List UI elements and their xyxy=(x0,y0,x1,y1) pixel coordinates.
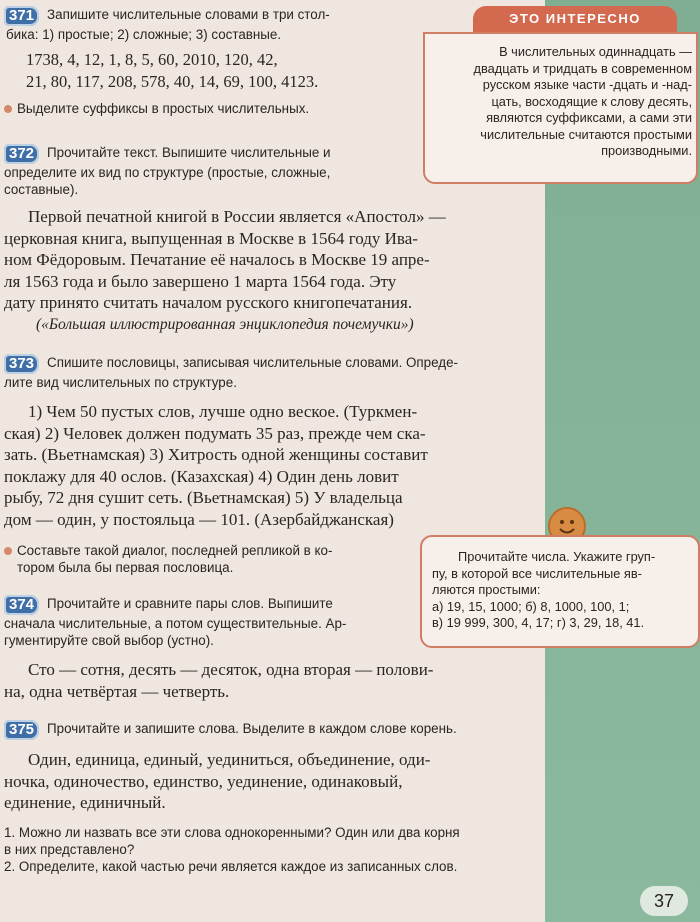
number-list: 1738, 4, 12, 1, 8, 5, 60, 2010, 120, 42, xyxy=(26,50,278,69)
bullet-text: Составьте такой диалог, последней репликой в ко- xyxy=(17,543,333,558)
task-instruction: Запишите числительные словами в три стол- xyxy=(47,7,330,22)
page-number: 37 xyxy=(640,886,688,916)
text-line: рыбу, 72 дня сушит сеть. (Вьетнамская) 5) У владельца xyxy=(4,488,403,507)
text-line: ночка, одиночество, единство, уединение, одинаковый, xyxy=(4,771,403,791)
source-citation: («Большая иллюстрированная энциклопедия почемучки») xyxy=(36,315,414,333)
text-line: единение, единичный. xyxy=(4,793,166,812)
text-line: Первой печатной книгой в России является «Апостол» — xyxy=(28,207,446,226)
text-line: зать. (Вьетнамская) 3) Хитрость одной женщины составит xyxy=(4,445,428,464)
interesting-line: производными. xyxy=(601,143,692,158)
task-instruction: определите их вид по структуре (простые, сложные, xyxy=(4,165,331,180)
task-374 xyxy=(4,595,534,702)
interesting-line: числительные считаются простыми xyxy=(480,126,692,142)
task-instruction: бика: 1) простые; 2) сложные; 3) составные. xyxy=(6,27,282,42)
text-line: церковная книга, выпущенная в Москве в 1564 году Ива- xyxy=(4,228,418,248)
box-line: пу, в которой все числительные яв- xyxy=(432,565,642,581)
text-line: поклажу для 40 ослов. (Казахская) 4) Один день ловит xyxy=(4,466,399,486)
task-number-badge: 375 xyxy=(4,720,39,740)
task-number-badge: 372 xyxy=(4,144,39,164)
bullet-icon xyxy=(4,105,12,113)
interesting-line: двадцать и тридцать в современном xyxy=(473,60,692,76)
task-instruction: Прочитайте и сравните пары слов. Выпишите xyxy=(47,596,333,611)
task-372 xyxy=(4,144,534,335)
task-number-badge: 373 xyxy=(4,354,39,374)
bullet-text: тором была бы первая пословица. xyxy=(17,560,234,575)
text-line: 1) Чем 50 пустых слов, лучше одно веское. (Туркмен- xyxy=(28,402,418,421)
task-instruction: Спишите пословицы, записывая числительные словами. Опреде- xyxy=(47,355,458,370)
number-list: 21, 80, 117, 208, 578, 40, 14, 69, 100, 4123. xyxy=(26,71,319,91)
task-375 xyxy=(4,720,539,875)
task-number-badge: 374 xyxy=(4,595,39,615)
text-line: дом — один, у постояльца — 101. (Азербайджанская) xyxy=(4,509,394,529)
text-line: ская) 2) Человек должен подумать 35 раз, прежде чем ска- xyxy=(4,423,426,443)
task-number-badge: 371 xyxy=(4,6,39,26)
box-line: в) 19 999, 300, 4, 17; г) 3, 29, 18, 41. xyxy=(432,615,645,630)
interesting-line: цать, восходящие к слову десять, xyxy=(491,93,692,109)
task-instruction: Прочитайте и запишите слова. Выделите в каждом слове корень. xyxy=(47,721,457,736)
text-line: Сто — сотня, десять — десяток, одна вторая — полови- xyxy=(28,660,434,679)
interesting-line: В числительных одиннадцать — xyxy=(499,44,692,59)
interesting-box-header: ЭТО ИНТЕРЕСНО xyxy=(473,6,677,32)
bullet-icon xyxy=(4,547,12,555)
question-line: 1. Можно ли назвать все эти слова однокоренными? Один или два корня xyxy=(4,824,460,840)
text-line: дату принято считать началом русского книгопечатания. xyxy=(4,293,413,312)
task-instruction: составные). xyxy=(4,182,79,197)
task-instruction: гументируйте свой выбор (устно). xyxy=(4,633,214,648)
task-instruction: сначала числительные, а потом существительные. Ар- xyxy=(4,616,347,631)
question-line: 2. Определите, какой частью речи является каждое из записанных слов. xyxy=(4,858,458,874)
bullet-text: Выделите суффиксы в простых числительных. xyxy=(17,101,310,116)
task-instruction: Прочитайте текст. Выпишите числительные и xyxy=(47,145,331,160)
box-line: Прочитайте числа. Укажите груп- xyxy=(458,549,656,564)
task-instruction: лите вид числительных по структуре. xyxy=(4,375,237,390)
box-line: а) 19, 15, 1000; б) 8, 1000, 100, 1; xyxy=(432,598,630,614)
text-line: ном Фёдоровым. Печатание её началось в Москве 19 апре- xyxy=(4,250,430,269)
interesting-line: являются суффиксами, а сами эти xyxy=(486,110,692,125)
box-line: ляются простыми: xyxy=(432,582,541,597)
text-line: ля 1563 года и было завершено 1 марта 1564 года. Эту xyxy=(4,271,397,291)
question-line: в них представлено? xyxy=(4,841,135,857)
text-line: Один, единица, единый, уединиться, объединение, оди- xyxy=(28,750,431,769)
text-line: на, одна четвёртая — четверть. xyxy=(4,681,230,701)
task-371 xyxy=(4,6,414,117)
interesting-line: русском языке части -дцать и -над- xyxy=(482,77,692,92)
